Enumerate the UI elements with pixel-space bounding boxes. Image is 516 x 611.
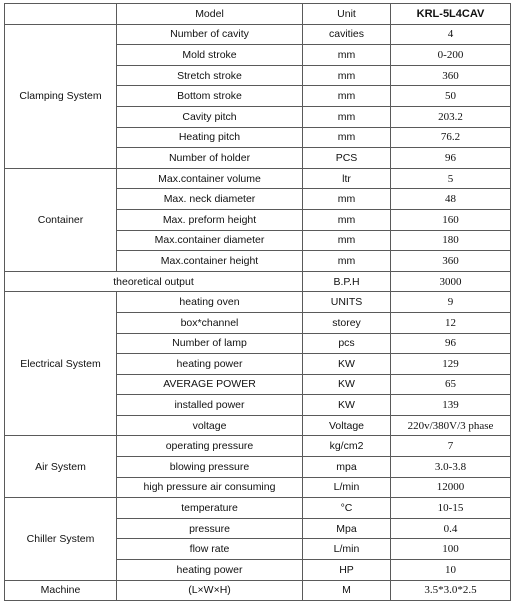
unit-cell: pcs [303,333,391,354]
header-model-value: KRL-5L4CAV [391,4,511,25]
table-row [5,436,511,457]
parameter-cell: Max.container diameter [117,230,303,251]
spec-sheet [4,3,510,607]
value-cell: 50 [391,86,511,107]
parameter-cell: heating power [117,560,303,581]
parameter-cell: Number of holder [117,148,303,169]
value-cell: 100 [391,539,511,560]
parameter-cell: Cavity pitch [117,106,303,127]
unit-cell: M [303,580,391,601]
value-cell: 10 [391,560,511,581]
table-row [5,24,511,45]
table-row [5,292,511,313]
unit-cell: KW [303,395,391,416]
value-cell: 76.2 [391,127,511,148]
unit-cell: mm [303,86,391,107]
parameter-cell: blowing pressure [117,457,303,478]
section-label: Air System [5,436,117,498]
value-cell: 360 [391,65,511,86]
parameter-cell: Max.container volume [117,168,303,189]
parameter-cell: heating oven [117,292,303,313]
value-cell: 203.2 [391,106,511,127]
specification-table [4,3,511,601]
unit-cell: Voltage [303,415,391,436]
value-cell: 160 [391,209,511,230]
header-unit-label: Unit [303,4,391,25]
parameter-cell: Max. neck diameter [117,189,303,210]
unit-cell: HP [303,560,391,581]
section-label: Electrical System [5,292,117,436]
header-model-label: Model [117,4,303,25]
value-cell: 139 [391,395,511,416]
value-cell: 0-200 [391,45,511,66]
value-cell: 3000 [391,271,511,292]
value-cell: 65 [391,374,511,395]
value-cell: 180 [391,230,511,251]
value-cell: 220v/380V/3 phase [391,415,511,436]
value-cell: 4 [391,24,511,45]
table-row [5,580,511,601]
value-cell: 12000 [391,477,511,498]
section-label: Clamping System [5,24,117,168]
header-row [5,4,511,25]
unit-cell: mpa [303,457,391,478]
table-row [5,168,511,189]
unit-cell: mm [303,209,391,230]
parameter-cell: Number of cavity [117,24,303,45]
unit-cell: KW [303,354,391,375]
unit-cell: PCS [303,148,391,169]
unit-cell: L/min [303,539,391,560]
unit-cell: mm [303,106,391,127]
unit-cell: kg/cm2 [303,436,391,457]
unit-cell: KW [303,374,391,395]
parameter-cell: high pressure air consuming [117,477,303,498]
parameter-cell: temperature [117,498,303,519]
value-cell: 0.4 [391,518,511,539]
value-cell: 360 [391,251,511,272]
parameter-cell: pressure [117,518,303,539]
section-label: Container [5,168,117,271]
parameter-cell: Stretch stroke [117,65,303,86]
value-cell: 9 [391,292,511,313]
parameter-cell: Heating pitch [117,127,303,148]
parameter-cell: heating power [117,354,303,375]
unit-cell: °C [303,498,391,519]
value-cell: 129 [391,354,511,375]
table-row [5,498,511,519]
value-cell: 3.5*3.0*2.5 [391,580,511,601]
unit-cell: cavities [303,24,391,45]
parameter-cell: Mold stroke [117,45,303,66]
table-row [5,271,511,292]
unit-cell: storey [303,312,391,333]
value-cell: 10-15 [391,498,511,519]
value-cell: 96 [391,148,511,169]
parameter-cell: Number of lamp [117,333,303,354]
unit-cell: UNITS [303,292,391,313]
parameter-cell: AVERAGE POWER [117,374,303,395]
parameter-cell: (L×W×H) [117,580,303,601]
section-label: theoretical output [5,271,303,292]
unit-cell: mm [303,45,391,66]
unit-cell: mm [303,230,391,251]
value-cell: 12 [391,312,511,333]
parameter-cell: installed power [117,395,303,416]
unit-cell: mm [303,189,391,210]
unit-cell: Mpa [303,518,391,539]
unit-cell: ltr [303,168,391,189]
parameter-cell: Max.container height [117,251,303,272]
specification-table-body [5,4,511,601]
value-cell: 3.0-3.8 [391,457,511,478]
unit-cell: mm [303,251,391,272]
value-cell: 96 [391,333,511,354]
unit-cell: mm [303,127,391,148]
parameter-cell: voltage [117,415,303,436]
value-cell: 48 [391,189,511,210]
parameter-cell: Max. preform height [117,209,303,230]
parameter-cell: operating pressure [117,436,303,457]
section-label: Chiller System [5,498,117,580]
unit-cell: mm [303,65,391,86]
header-blank-cell [5,4,117,25]
value-cell: 5 [391,168,511,189]
parameter-cell: flow rate [117,539,303,560]
section-label: Machine [5,580,117,601]
value-cell: 7 [391,436,511,457]
parameter-cell: box*channel [117,312,303,333]
parameter-cell: Bottom stroke [117,86,303,107]
unit-cell: L/min [303,477,391,498]
unit-cell: B.P.H [303,271,391,292]
